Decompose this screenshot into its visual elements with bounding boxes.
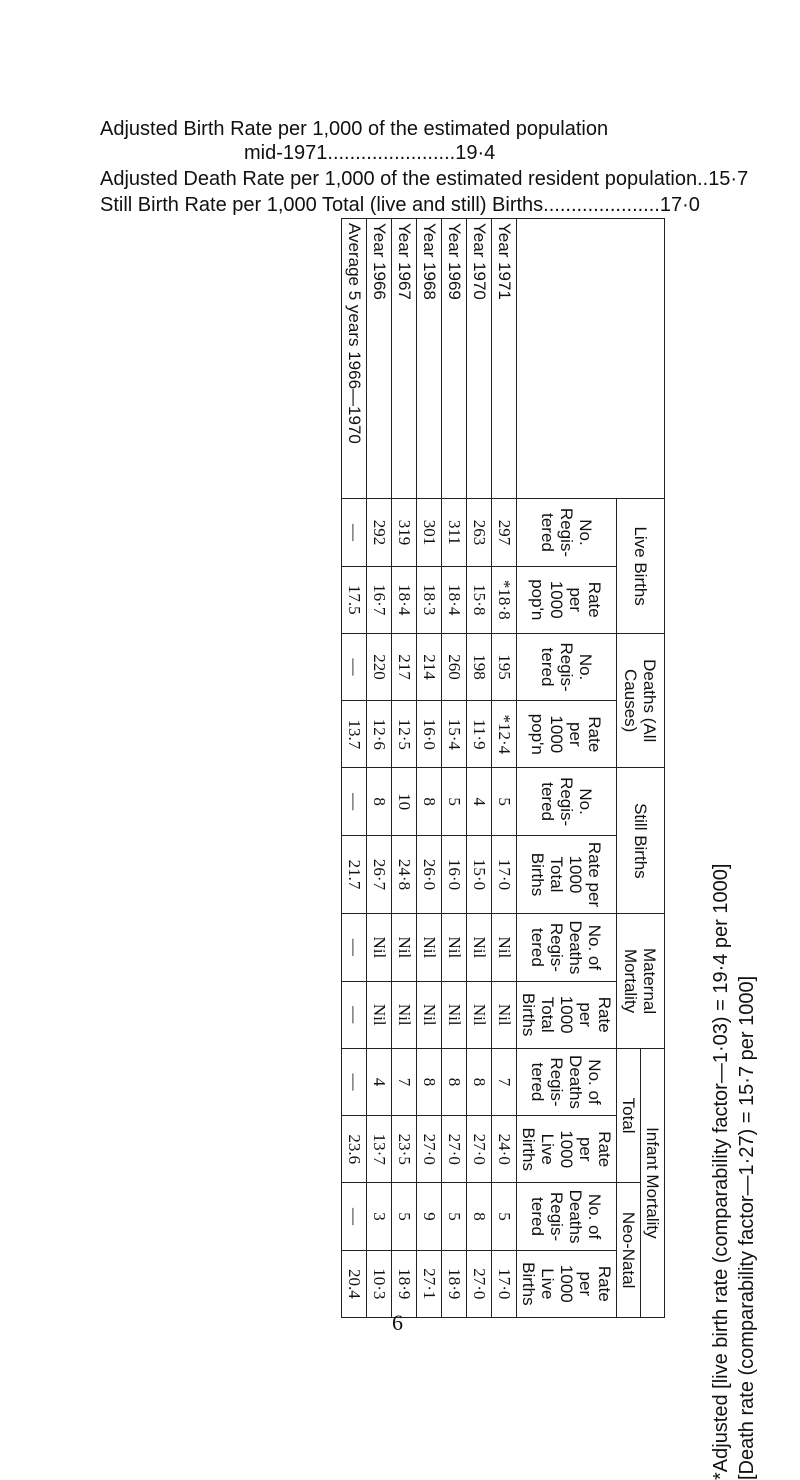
table-cell: 27·0 bbox=[417, 1116, 442, 1183]
table-cell: 301 bbox=[417, 499, 442, 566]
table-cell: 16·0 bbox=[442, 835, 467, 914]
table-cell: 12·5 bbox=[392, 701, 417, 768]
table-cell: 4 bbox=[467, 768, 492, 835]
adjusted-birth-rate-line2: mid-1971.......................19·4 bbox=[244, 142, 496, 164]
table-cell: 198 bbox=[467, 633, 492, 700]
col-infant-neo-rate: Rate per 1000 Live Births bbox=[517, 1250, 617, 1317]
row-year-label: Year 1971 bbox=[492, 219, 517, 499]
page-number: 6 bbox=[392, 1310, 403, 1335]
table-cell: 3 bbox=[367, 1183, 392, 1250]
table-cell: Nil bbox=[417, 914, 442, 981]
table-cell: 23·5 bbox=[392, 1116, 417, 1183]
table-cell: 9 bbox=[417, 1183, 442, 1250]
table-row bbox=[342, 219, 367, 1318]
table-cell: 15·4 bbox=[442, 701, 467, 768]
adjusted-death-rate-line: Adjusted Death Rate per 1,000 of the estimated resident population..15·7 bbox=[100, 168, 749, 190]
group-live-births: Live Births bbox=[617, 499, 665, 634]
table-cell: 4 bbox=[367, 1048, 392, 1115]
table-row bbox=[392, 219, 417, 1318]
table-cell: 18·9 bbox=[442, 1250, 467, 1317]
table-cell: 195 bbox=[492, 633, 517, 700]
table-cell: 11·9 bbox=[467, 701, 492, 768]
col-maternal-rate: Rate per 1000 Total Births bbox=[517, 981, 617, 1048]
table-row bbox=[442, 219, 467, 1318]
table-cell: 7 bbox=[392, 1048, 417, 1115]
adjusted-birth-rate-label: Adjusted Birth Rate per 1,000 of the estimated population bbox=[100, 118, 609, 140]
table-cell: 297 bbox=[492, 499, 517, 566]
table-cell: 220 bbox=[367, 633, 392, 700]
row-year-label: Year 1967 bbox=[392, 219, 417, 499]
row-year-label: Average 5 years 1966—1970 bbox=[342, 219, 367, 499]
table-cell: Nil bbox=[367, 981, 392, 1048]
table-cell: 5 bbox=[492, 768, 517, 835]
table-cell: 26·7 bbox=[367, 835, 392, 914]
table-cell: Nil bbox=[467, 981, 492, 1048]
table-cell: 23.6 bbox=[342, 1116, 367, 1183]
table-cell: Nil bbox=[492, 914, 517, 981]
row-year-label: Year 1968 bbox=[417, 219, 442, 499]
table-cell: 27·0 bbox=[467, 1116, 492, 1183]
table-cell: — bbox=[342, 1183, 367, 1250]
table-cell: 24·0 bbox=[492, 1116, 517, 1183]
table-cell: 15·8 bbox=[467, 566, 492, 633]
group-deaths: Deaths (All Causes) bbox=[617, 633, 665, 768]
row-year-label: Year 1969 bbox=[442, 219, 467, 499]
table-cell: Nil bbox=[442, 914, 467, 981]
table-cell: 8 bbox=[417, 1048, 442, 1115]
col-live-rate: Rate per 1000 pop'n bbox=[517, 566, 617, 633]
group-still-births: Still Births bbox=[617, 768, 665, 914]
footnote-line-1: *Adjusted [live birth rate (comparability factor—1·03) = 19·4 per 1000] bbox=[710, 863, 732, 1480]
table-cell: 10·3 bbox=[367, 1250, 392, 1317]
table-cell: 8 bbox=[467, 1183, 492, 1250]
table-cell: 16·7 bbox=[367, 566, 392, 633]
vital-statistics-table bbox=[341, 218, 665, 1318]
table-cell: 8 bbox=[367, 768, 392, 835]
table-cell: 24·8 bbox=[392, 835, 417, 914]
col-deaths-rate: Rate per 1000 pop'n bbox=[517, 701, 617, 768]
table-cell: — bbox=[342, 499, 367, 566]
table-cell: 7 bbox=[492, 1048, 517, 1115]
table-cell: 8 bbox=[417, 768, 442, 835]
table-cell: 12·6 bbox=[367, 701, 392, 768]
footnote bbox=[708, 620, 760, 1480]
table-cell: Nil bbox=[392, 914, 417, 981]
table-cell: 292 bbox=[367, 499, 392, 566]
table-cell: 8 bbox=[442, 1048, 467, 1115]
group-infant: Infant Mortality bbox=[641, 1048, 665, 1317]
col-still-no: No. Regis-tered bbox=[517, 768, 617, 835]
table-row bbox=[367, 219, 392, 1318]
group-infant-neo: Neo-Natal bbox=[617, 1183, 641, 1318]
table-cell: 18·9 bbox=[392, 1250, 417, 1317]
col-deaths-no: No. Regis-tered bbox=[517, 633, 617, 700]
table-cell: 18·4 bbox=[442, 566, 467, 633]
table-cell: 18·4 bbox=[392, 566, 417, 633]
group-infant-total: Total bbox=[617, 1048, 641, 1183]
table-cell: — bbox=[342, 768, 367, 835]
table-cell: 20.4 bbox=[342, 1250, 367, 1317]
table-row bbox=[417, 219, 442, 1318]
table-cell: Nil bbox=[442, 981, 467, 1048]
table-cell: 27·1 bbox=[417, 1250, 442, 1317]
table-cell: 26·0 bbox=[417, 835, 442, 914]
table-cell: — bbox=[342, 633, 367, 700]
group-maternal: Maternal Mortality bbox=[617, 914, 665, 1049]
col-maternal-no: No. of Deaths Regis-tered bbox=[517, 914, 617, 981]
row-year-label: Year 1970 bbox=[467, 219, 492, 499]
table-cell: 217 bbox=[392, 633, 417, 700]
vital-statistics-table-rotated bbox=[125, 218, 665, 1318]
table-cell: 260 bbox=[442, 633, 467, 700]
year-header-blank bbox=[517, 219, 665, 499]
col-infant-total-rate: Rate per 1000 Live Births bbox=[517, 1116, 617, 1183]
col-infant-neo-no: No. of Deaths Regis-tered bbox=[517, 1183, 617, 1250]
table-cell: Nil bbox=[367, 914, 392, 981]
row-year-label: Year 1966 bbox=[367, 219, 392, 499]
table-cell: 263 bbox=[467, 499, 492, 566]
table-cell: — bbox=[342, 914, 367, 981]
table-cell: Nil bbox=[417, 981, 442, 1048]
table-row bbox=[492, 219, 517, 1318]
table-cell: Nil bbox=[392, 981, 417, 1048]
table-cell: Nil bbox=[492, 981, 517, 1048]
footnote-line-2: [Death rate (comparability factor—1·27) = 15·7 per 1000] bbox=[736, 975, 758, 1480]
adjusted-birth-rate-value: 19·4 bbox=[455, 142, 496, 164]
table-cell: *18·8 bbox=[492, 566, 517, 633]
table-cell: 17·0 bbox=[492, 1250, 517, 1317]
table-cell: 311 bbox=[442, 499, 467, 566]
table-cell: 13.7 bbox=[342, 701, 367, 768]
table-cell: 15·0 bbox=[467, 835, 492, 914]
table-cell: 16·0 bbox=[417, 701, 442, 768]
table-row bbox=[467, 219, 492, 1318]
col-live-no: No. Regis-tered bbox=[517, 499, 617, 566]
adjusted-death-rate-value: 15·7 bbox=[708, 168, 749, 190]
table-cell: 27·0 bbox=[467, 1250, 492, 1317]
table-cell: *12·4 bbox=[492, 701, 517, 768]
table-cell: 319 bbox=[392, 499, 417, 566]
table-cell: 13·7 bbox=[367, 1116, 392, 1183]
table-cell: 18·3 bbox=[417, 566, 442, 633]
table-cell: 21.7 bbox=[342, 835, 367, 914]
table-cell: 5 bbox=[442, 768, 467, 835]
still-birth-rate-line: Still Birth Rate per 1,000 Total (live and still) Births.....................17·0 bbox=[100, 194, 700, 216]
table-cell: 10 bbox=[392, 768, 417, 835]
table-cell: 27·0 bbox=[442, 1116, 467, 1183]
col-infant-total-no: No. of Deaths Regis-tered bbox=[517, 1048, 617, 1115]
table-cell: 5 bbox=[442, 1183, 467, 1250]
table-cell: — bbox=[342, 1048, 367, 1115]
table-cell: 5 bbox=[392, 1183, 417, 1250]
table-cell: — bbox=[342, 981, 367, 1048]
still-birth-rate-value: 17·0 bbox=[659, 194, 700, 216]
table-cell: 5 bbox=[492, 1183, 517, 1250]
table-cell: 17·0 bbox=[492, 835, 517, 914]
table-cell: Nil bbox=[467, 914, 492, 981]
col-still-rate: Rate per 1000 Total Births bbox=[517, 835, 617, 914]
table-cell: 8 bbox=[467, 1048, 492, 1115]
table-cell: 214 bbox=[417, 633, 442, 700]
table-cell: 17.5 bbox=[342, 566, 367, 633]
